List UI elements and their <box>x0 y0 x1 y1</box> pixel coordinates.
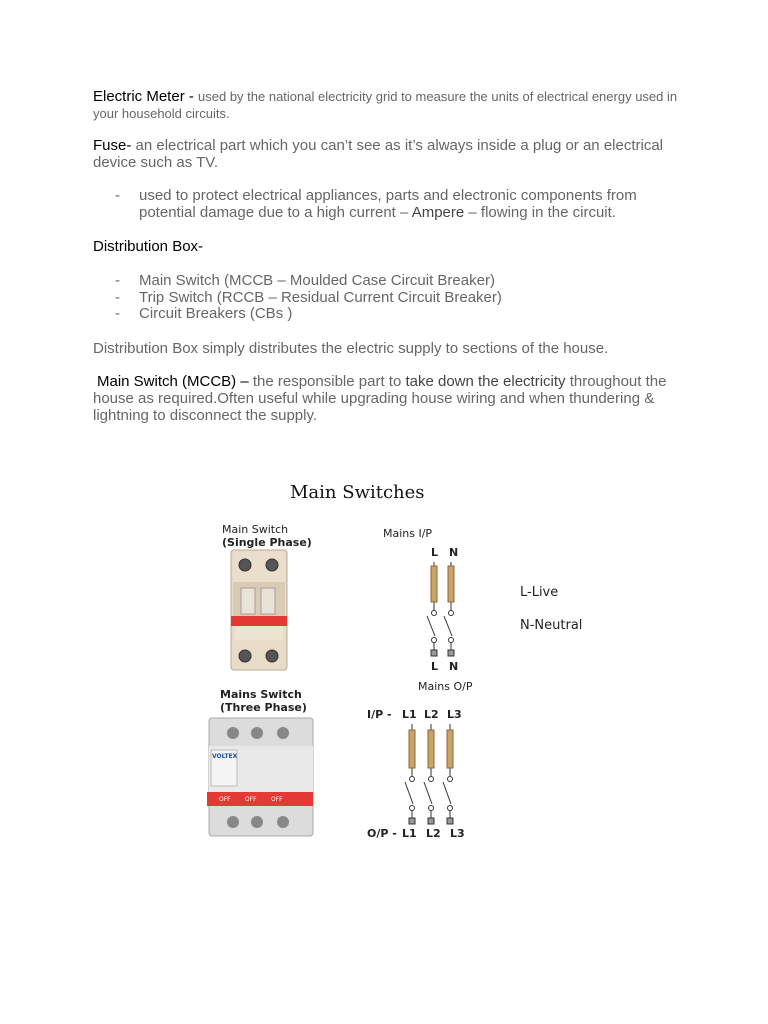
ip-label: I/P - <box>367 708 392 721</box>
distribution-item-text: Trip Switch (RCCB – Residual Current Circuit Breaker) <box>139 289 502 306</box>
figure-title: Main Switches <box>290 482 425 503</box>
legend-neutral: N-Neutral <box>520 618 583 633</box>
mains-ip-label: Mains I/P <box>383 527 433 540</box>
main-switches-figure <box>195 470 615 850</box>
distribution-item-text: Main Switch (MCCB – Moulded Case Circuit Breaker) <box>139 272 495 289</box>
fuse-heading: Fuse- <box>93 137 132 154</box>
off-text: OFF <box>271 796 283 803</box>
l2-bottom: L2 <box>426 827 441 840</box>
main-switch-paragraph <box>93 373 683 424</box>
fuse-bullet-text <box>139 187 679 221</box>
figure-graphics <box>195 470 615 850</box>
three-phase-schematic <box>367 708 465 840</box>
ampere-term: Ampere <box>411 204 465 221</box>
bullet-dash: - <box>115 272 120 289</box>
three-phase-brand: VOLTEX <box>212 753 238 760</box>
fuse-paragraph <box>93 137 683 171</box>
single-phase-schematic <box>427 546 458 673</box>
main-switch-desc-suffix: throughout the house as required.Often useful while upgrading house wiring and when thundering & lightning to disconnect the supply. <box>93 373 667 424</box>
fuse-bullet-prefix: used to protect electrical appliances, parts and electronic components from potential damage due to a high current – <box>139 187 637 221</box>
op-label: O/P - <box>367 827 397 840</box>
three-phase-label-line2: (Three Phase) <box>220 701 307 714</box>
l1-top: L1 <box>402 708 417 721</box>
schematic-n-top: N <box>449 546 459 559</box>
l3-bottom: L3 <box>450 827 465 840</box>
bullet-dash: - <box>115 187 120 204</box>
main-switch-desc-bold: take down the electricity <box>405 373 566 390</box>
off-text: OFF <box>219 796 231 803</box>
main-switch-desc-prefix: the responsible part to <box>252 373 406 390</box>
schematic-l-bottom: L <box>431 660 439 673</box>
distribution-item-text: Circuit Breakers (CBs ) <box>139 305 293 322</box>
l2-top: L2 <box>424 708 439 721</box>
three-phase-switch-image <box>207 718 313 836</box>
fuse-bullet-suffix: – flowing in the circuit. <box>464 204 616 221</box>
single-phase-label-line1: Main Switch <box>222 523 289 536</box>
single-phase-switch-image <box>231 550 287 670</box>
l1-bottom: L1 <box>402 827 417 840</box>
l3-top: L3 <box>447 708 462 721</box>
bullet-dash: - <box>115 305 120 322</box>
schematic-n-bottom: N <box>449 660 459 673</box>
three-phase-label-line1: Mains Switch <box>220 688 302 701</box>
electric-meter-description: used by the national electricity grid to measure the units of electrical energy used in your household circuits. <box>93 89 678 121</box>
electric-meter-heading: Electric Meter - <box>93 88 199 105</box>
main-switch-heading: Main Switch (MCCB) – <box>97 373 253 390</box>
distribution-summary: Distribution Box simply distributes the electric supply to sections of the house. <box>93 340 609 357</box>
schematic-l-top: L <box>431 546 439 559</box>
single-phase-label-line2: (Single Phase) <box>222 536 312 549</box>
electric-meter-paragraph <box>93 88 683 122</box>
off-text: OFF <box>245 796 257 803</box>
fuse-description: an electrical part which you can’t see as it’s always inside a plug or an electrical device such as TV. <box>93 137 664 171</box>
distribution-box-heading: Distribution Box- <box>93 238 204 255</box>
legend-live: L-Live <box>520 585 559 600</box>
bullet-dash: - <box>115 289 120 306</box>
mains-op-label: Mains O/P <box>418 680 473 693</box>
